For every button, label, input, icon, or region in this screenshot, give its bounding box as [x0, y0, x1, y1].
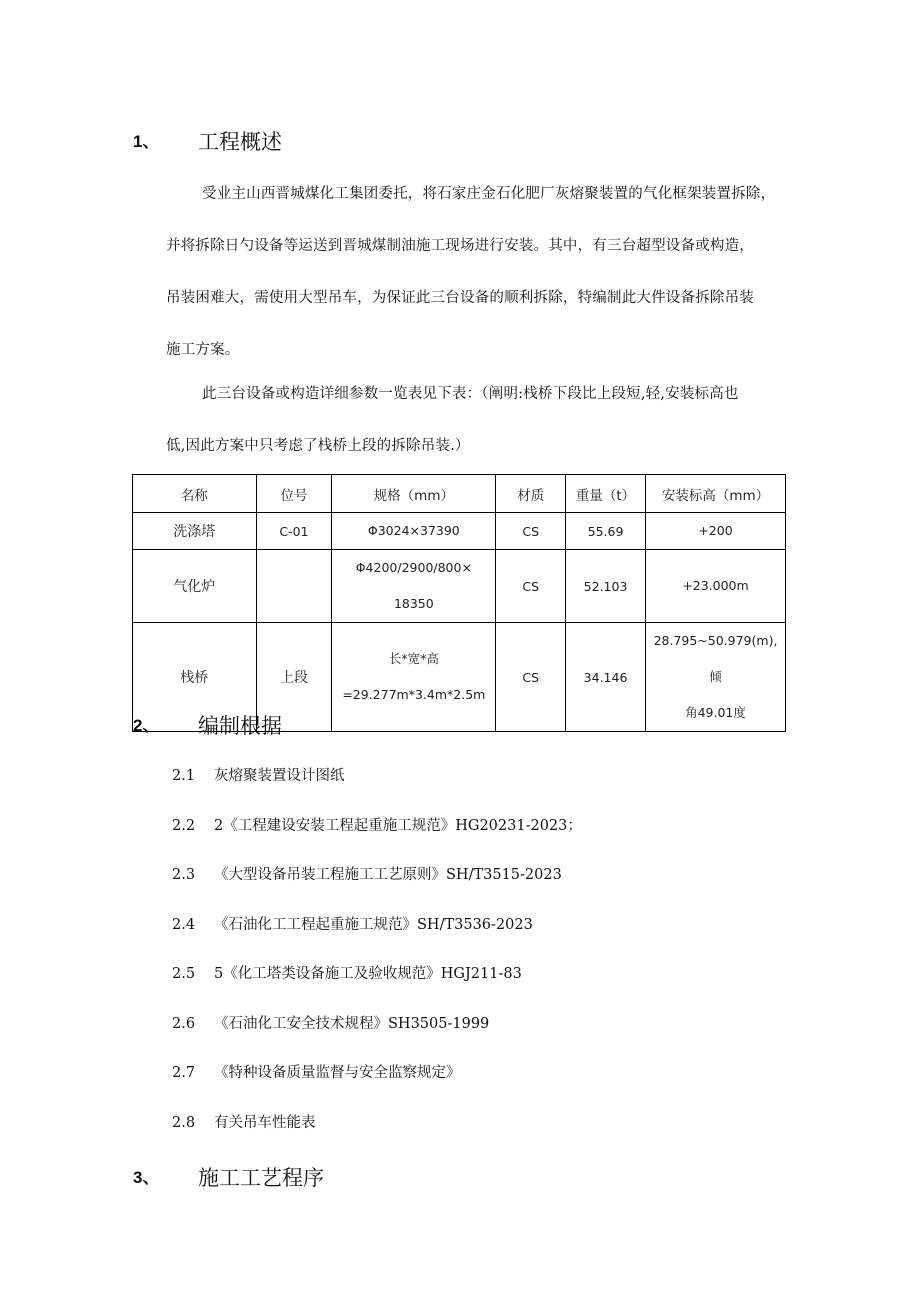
cell-name: 洗涤塔: [133, 513, 257, 550]
column-header: 名称: [133, 475, 257, 513]
cell-name: 栈桥: [133, 623, 257, 732]
cell-weight: 55.69: [566, 513, 646, 550]
cell-spec-line: 长*宽*高: [388, 651, 439, 666]
list-item-text: 有关吊车性能表: [214, 1114, 316, 1131]
list-item: [172, 950, 812, 1000]
section-title: 工程概述: [198, 130, 282, 154]
cell-elevation-line: +200: [698, 523, 733, 538]
list-item-number: 2.3: [172, 867, 196, 883]
column-header: 规格（mm）: [332, 475, 496, 513]
list-item: [172, 1049, 812, 1099]
column-header: 重量（t）: [566, 475, 646, 513]
cell-spec-line: =29.277m*3.4m*2.5m: [342, 687, 486, 702]
cell-spec-line: Φ4200/2900/800×: [355, 560, 472, 575]
list-item-text: 《大型设备吊装工程施工工艺原则》SH/T3515-2023: [214, 867, 562, 883]
section-3-heading: [0, 1158, 920, 1198]
list-item: [172, 901, 812, 951]
cell-spec: [332, 550, 496, 623]
table-intro-paragraph: [166, 368, 790, 472]
cell-weight: 34.146: [566, 623, 646, 732]
section-2-heading: [0, 706, 920, 746]
paragraph-line: 此三台设备或构造详细参数一览表见下表：（阐明:栈桥下段比上段短,轻,安装标高也: [202, 386, 739, 402]
cell-elevation: [645, 513, 785, 550]
cell-elevation: [645, 550, 785, 623]
reference-list: [172, 752, 812, 1148]
cell-spec-line: 18350: [393, 596, 434, 611]
paragraph-line: 受业主山西晋城煤化工集团委托，将石家庄金石化肥厂灰熔聚装置的气化框架装置拆除，: [202, 186, 776, 202]
column-header: 位号: [256, 475, 332, 513]
cell-tag: C-01: [256, 513, 332, 550]
section-title: 施工工艺程序: [198, 1166, 324, 1190]
column-header: 安装标高（mm）: [645, 475, 785, 513]
section-number: 2、: [133, 716, 160, 735]
paragraph-line: 低,因此方案中只考虑了栈桥上段的拆除吊装.）: [166, 438, 470, 454]
list-item: [172, 851, 812, 901]
overview-paragraph: [166, 168, 790, 376]
list-item: [172, 802, 812, 852]
cell-name: 气化炉: [133, 550, 257, 623]
column-header: 材质: [496, 475, 566, 513]
table-row: [133, 550, 786, 623]
list-item-text: 《石油化工工程起重施工规范》SH/T3536-2023: [214, 916, 533, 933]
cell-tag: 上段: [256, 623, 332, 732]
cell-tag: [256, 550, 332, 623]
list-item-text: 灰熔聚装置设计图纸: [214, 768, 345, 784]
table-row: [133, 513, 786, 550]
list-item: [172, 752, 812, 802]
section-title: 编制根据: [198, 714, 282, 738]
list-item: [172, 1000, 812, 1050]
cell-spec-line: Φ3024×37390: [367, 523, 460, 538]
list-item-text: 2《工程建设安装工程起重施工规范》HG20231-2023；: [214, 817, 582, 834]
cell-material: CS: [496, 513, 566, 550]
equipment-parameter-table: [132, 474, 786, 732]
paragraph-line: 吊装困难大，需使用大型吊车，为保证此三台设备的顺利拆除，特编制此大件设备拆除吊装: [166, 290, 754, 306]
list-item-text: 《特种设备质量监督与安全监察规定》: [214, 1065, 461, 1081]
cell-elevation-line: 28.795~50.979(m),倾: [653, 633, 778, 684]
cell-weight: 52.103: [566, 550, 646, 623]
paragraph-line: 施工方案。: [166, 342, 240, 358]
list-item-text: 《石油化工安全技术规程》SH3505-1999: [214, 1015, 490, 1032]
cell-spec: [332, 513, 496, 550]
cell-material: CS: [496, 550, 566, 623]
list-item-number: 2.4: [172, 916, 196, 933]
section-number: 3、: [133, 1168, 160, 1187]
paragraph-line: 并将拆除日勺设备等运送到晋城煤制油施工现场进行安装。其中，有三台超型设备或构造，: [166, 238, 754, 254]
list-item-number: 2.6: [172, 1015, 196, 1032]
list-item-number: 2.8: [172, 1114, 196, 1131]
table-header-row: [133, 475, 786, 513]
list-item-text: 5《化工塔类设备施工及验收规范》HGJ211-83: [214, 966, 522, 982]
list-item: [172, 1099, 812, 1149]
cell-elevation-line: 角49.01度: [685, 705, 746, 720]
list-item-number: 2.1: [172, 768, 196, 784]
cell-elevation-line: +23.000m: [682, 578, 749, 593]
section-1-heading: [0, 122, 920, 162]
cell-material: CS: [496, 623, 566, 732]
list-item-number: 2.2: [172, 817, 196, 834]
list-item-number: 2.7: [172, 1065, 196, 1081]
list-item-number: 2.5: [172, 966, 196, 982]
section-number: 1、: [133, 132, 160, 151]
